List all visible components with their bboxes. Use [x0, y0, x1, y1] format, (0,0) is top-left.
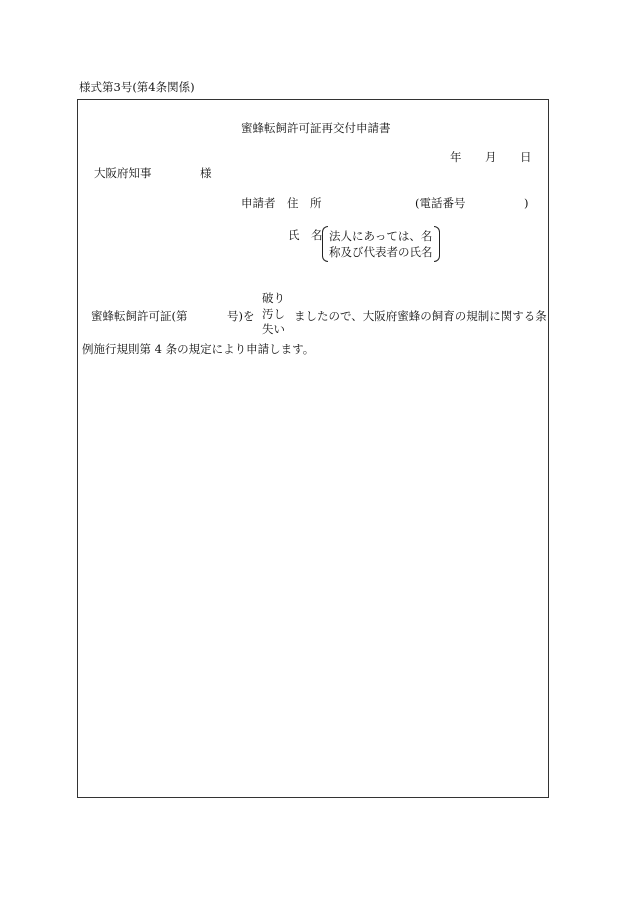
date-month-label: 月 [485, 150, 497, 164]
address-label-2: 所 [310, 196, 322, 210]
date-day-label: 日 [520, 150, 532, 164]
form-number: 様式第3号(第4条関係) [79, 80, 195, 94]
addressee-honorific: 様 [200, 166, 212, 180]
date-year-label: 年 [450, 150, 462, 164]
name-label-1: 氏 [288, 228, 300, 242]
bracket-right [434, 226, 440, 262]
form-title: 蜜蜂転飼許可証再交付申請書 [241, 121, 391, 135]
body-line-2: 例施行規則第 4 条の規定により申請します。 [82, 342, 315, 356]
addressee-governor: 大阪府知事 [94, 166, 152, 180]
name-label-2: 名 [311, 228, 323, 242]
reason-option-soiled: 汚し [262, 307, 285, 321]
reason-option-torn: 破り [262, 291, 285, 305]
phone-close-paren: ) [524, 196, 529, 210]
body-continuation: ましたので、大阪府蜜蜂の飼育の規制に関する条 [294, 309, 547, 323]
body-permit-suffix: 号)を [227, 309, 255, 323]
bracket-left [322, 226, 328, 262]
reason-option-lost: 失い [262, 322, 285, 336]
corporate-note-line-2: 称及び代表者の氏名 [329, 245, 433, 259]
applicant-label: 申請者 [241, 196, 276, 210]
body-permit-text: 蜜蜂転飼許可証(第 [91, 309, 188, 323]
phone-label: (電話番号 [415, 196, 466, 210]
address-label-1: 住 [287, 196, 299, 210]
corporate-note-line-1: 法人にあっては、名 [329, 229, 433, 243]
